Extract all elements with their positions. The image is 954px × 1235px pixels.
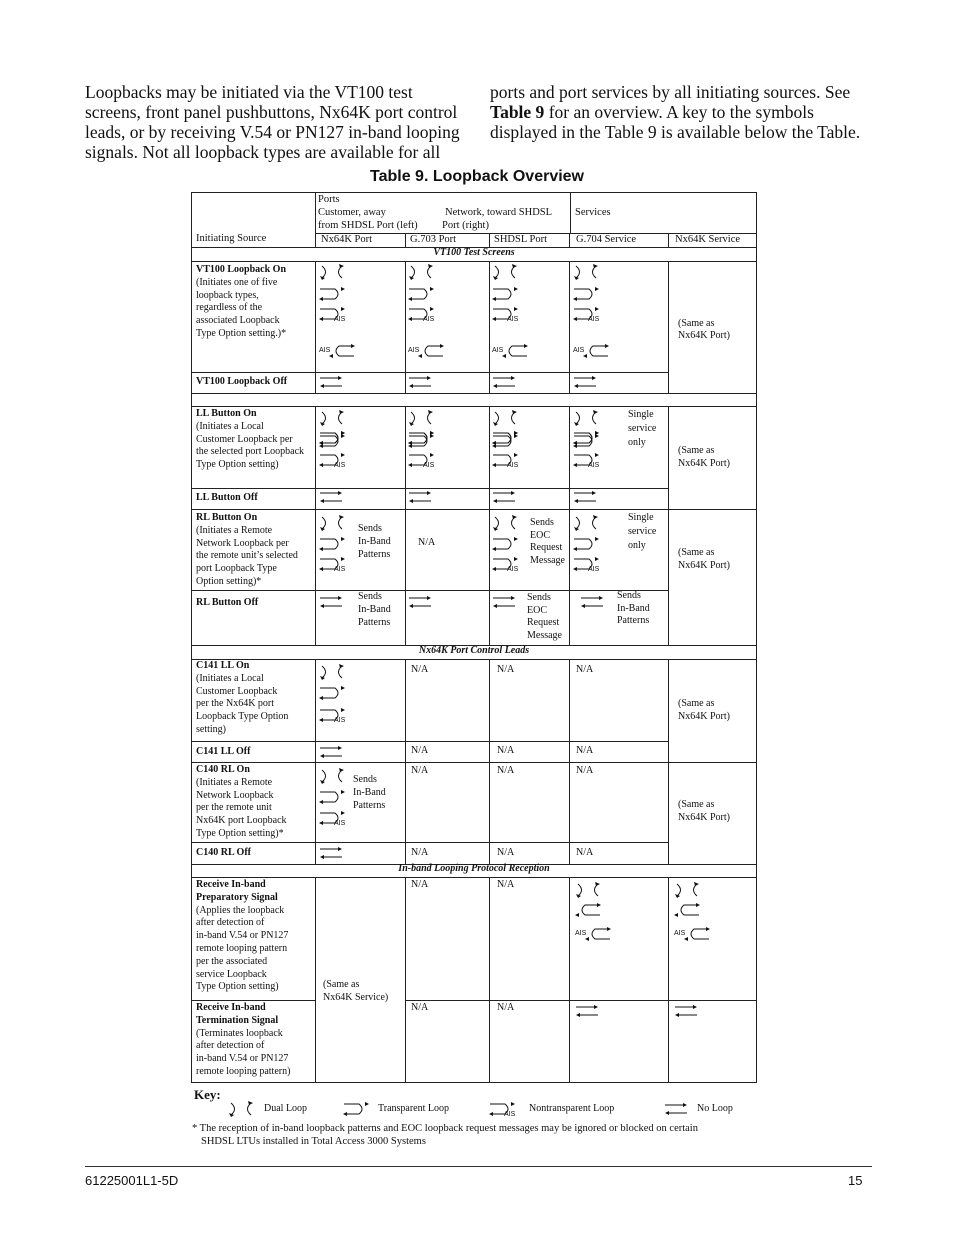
ais-label: AIS xyxy=(319,347,331,354)
sends-inband-patterns: Patterns xyxy=(358,617,391,628)
source-desc: Customer Loopback xyxy=(196,685,278,697)
v-rule xyxy=(569,659,570,864)
source-desc: after detection of xyxy=(196,917,265,929)
no-loop-icon xyxy=(492,594,516,610)
source-desc: associated Loopback xyxy=(196,315,280,327)
transparent-loop-left-icon xyxy=(674,902,700,918)
transparent-loop-icon xyxy=(319,685,345,701)
ais-label: AIS xyxy=(334,820,346,827)
no-loop-icon xyxy=(674,1003,698,1019)
v-rule xyxy=(405,406,406,645)
footnote-line-2: SHDSL LTUs installed in Total Access 3000 Systems xyxy=(201,1136,426,1147)
source-ll-on xyxy=(196,408,304,472)
source-rx-prep xyxy=(196,879,288,994)
source-desc: loopback types, xyxy=(196,289,259,301)
transparent-loop-icon xyxy=(343,1101,369,1117)
source-vt100-off xyxy=(196,376,287,389)
source-rl-on xyxy=(196,512,298,589)
ais-label: AIS xyxy=(334,717,346,724)
source-c140-on xyxy=(196,764,287,841)
v-rule xyxy=(569,233,570,247)
source-title: RL Button Off xyxy=(196,597,259,608)
transparent-loop-icon xyxy=(573,536,599,552)
v-rule xyxy=(315,406,316,645)
ais-label: AIS xyxy=(334,462,346,469)
v-rule xyxy=(668,659,669,864)
source-vt100-on xyxy=(196,264,286,341)
sends-inband-patterns: Sends xyxy=(358,591,382,602)
no-loop-icon xyxy=(664,1101,688,1117)
ais-label: AIS xyxy=(588,462,600,469)
v-rule xyxy=(489,261,490,393)
v-rule xyxy=(315,877,316,1083)
key-label: Key: xyxy=(194,1087,221,1102)
source-desc: after detection of xyxy=(196,1040,265,1052)
h-rule xyxy=(191,590,668,591)
dual-loop-icon xyxy=(319,515,345,531)
transparent-loop-icon xyxy=(408,433,434,449)
ais-label: AIS xyxy=(588,566,600,573)
source-title: C141 LL On xyxy=(196,660,250,671)
source-title: C141 LL Off xyxy=(196,746,251,757)
header-initiating-source: Initiating Source xyxy=(196,233,267,244)
ais-label: AIS xyxy=(423,316,435,323)
not-available: N/A xyxy=(497,879,515,890)
v-rule xyxy=(489,406,490,645)
single-service-only: Single xyxy=(628,409,654,420)
v-rule xyxy=(569,261,570,393)
transparent-loop-icon xyxy=(319,433,345,449)
v-rule xyxy=(405,877,406,1083)
dual-loop-icon xyxy=(319,664,345,680)
h-rule xyxy=(191,877,757,878)
dual-loop-icon xyxy=(492,264,518,280)
transparent-loop-left-icon xyxy=(575,902,601,918)
source-desc: in-band V.54 or PN127 xyxy=(196,930,289,942)
no-loop-icon xyxy=(319,594,343,610)
v-rule xyxy=(489,877,490,1083)
source-desc: Type Option setting) xyxy=(196,981,279,993)
source-desc: regardless of the xyxy=(196,302,263,314)
column-header: Nx64K Port xyxy=(321,234,373,245)
key-dual: Dual Loop xyxy=(264,1103,308,1114)
no-loop-icon xyxy=(319,489,343,505)
h-rule xyxy=(191,261,757,262)
v-rule xyxy=(315,261,316,393)
transparent-loop-icon xyxy=(319,789,345,805)
dual-loop-icon xyxy=(674,882,700,898)
source-c141-on xyxy=(196,660,288,737)
dual-loop-icon xyxy=(573,515,599,531)
same-as-nx64k-service: (Same as xyxy=(323,979,360,990)
same-as-nx64k-port: Nx64K Port) xyxy=(678,330,730,341)
no-loop-icon xyxy=(492,374,516,390)
source-desc: (Initiates a Local xyxy=(196,420,264,432)
ais-label: AIS xyxy=(492,347,504,354)
nontransparent-loop-left-icon xyxy=(329,343,355,359)
source-desc: (Initiates a Remote xyxy=(196,776,273,788)
source-desc: (Initiates a Remote xyxy=(196,524,273,536)
source-desc: remote looping pattern xyxy=(196,942,288,954)
dual-loop-icon xyxy=(319,410,345,426)
h-rule xyxy=(405,1000,757,1001)
not-available: N/A xyxy=(411,765,429,776)
not-available: N/A xyxy=(497,847,515,858)
source-desc: remote looping pattern) xyxy=(196,1065,291,1077)
v-rule xyxy=(668,877,669,1083)
ais-label: AIS xyxy=(334,566,346,573)
ais-label: AIS xyxy=(588,316,600,323)
h-rule xyxy=(191,406,757,407)
source-desc: (Initiates a Local xyxy=(196,672,264,684)
not-available: N/A xyxy=(411,879,429,890)
v-rule xyxy=(668,261,669,393)
same-as-nx64k-port: (Same as xyxy=(678,698,715,709)
source-rl-off xyxy=(196,597,258,610)
source-desc: (Applies the loopback xyxy=(196,904,285,916)
sends-eoc-request: EOC xyxy=(527,604,547,616)
source-title: RL Button On xyxy=(196,512,258,523)
sends-inband-patterns: Patterns xyxy=(617,615,650,626)
column-header: G.703 Port xyxy=(410,234,457,245)
sends-eoc-request: EOC xyxy=(530,529,550,541)
intro-text-b: for an overview. A key to the symbols displayed in the Table 9 is available below the Table. xyxy=(490,102,861,142)
source-desc: Nx64K port Loopback xyxy=(196,815,287,827)
source-desc: Option setting)* xyxy=(196,575,262,587)
table-reference: Table 9 xyxy=(490,102,545,122)
source-desc: setting) xyxy=(196,723,226,735)
not-available: N/A xyxy=(497,745,515,756)
no-loop-icon xyxy=(319,845,343,861)
same-as-nx64k-port: Nx64K Port) xyxy=(678,812,730,823)
no-loop-icon xyxy=(573,374,597,390)
h-rule xyxy=(191,762,757,763)
source-desc: per the remote unit xyxy=(196,802,272,814)
source-title: LL Button Off xyxy=(196,492,258,503)
source-title: Receive In-band xyxy=(196,879,266,890)
page-number: 15 xyxy=(848,1173,863,1188)
table-title: Table 9. Loopback Overview xyxy=(370,168,584,185)
v-rule xyxy=(489,659,490,864)
not-available: N/A xyxy=(411,847,429,858)
source-title: LL Button On xyxy=(196,408,257,419)
source-desc: (Terminates loopback xyxy=(196,1027,283,1039)
nontransparent-loop-left-icon xyxy=(502,343,528,359)
ais-label: AIS xyxy=(507,316,519,323)
source-desc: Type Option setting) xyxy=(196,459,279,471)
header-services: Services xyxy=(575,207,611,218)
not-available: N/A xyxy=(497,664,515,675)
source-title: Receive In-band xyxy=(196,1002,266,1013)
sends-inband-patterns: Patterns xyxy=(358,549,391,560)
same-as-nx64k-port: (Same as xyxy=(678,547,715,558)
same-as-nx64k-service: Nx64K Service) xyxy=(323,992,389,1003)
v-rule xyxy=(405,261,406,393)
source-desc: Loopback Type Option xyxy=(196,711,289,723)
header-network: Network, toward SHDSL xyxy=(445,207,553,218)
source-title: Termination Signal xyxy=(196,1014,279,1026)
h-rule xyxy=(191,1000,315,1001)
v-rule xyxy=(315,192,316,247)
transparent-loop-icon xyxy=(492,286,518,302)
column-header: G.704 Service xyxy=(576,234,637,245)
transparent-loop-icon xyxy=(492,536,518,552)
v-rule xyxy=(569,406,570,645)
sends-inband-patterns: Sends xyxy=(358,523,382,534)
no-loop-icon xyxy=(492,489,516,505)
not-available: N/A xyxy=(497,765,515,776)
dual-loop-icon xyxy=(319,768,345,784)
dual-loop-icon xyxy=(492,410,518,426)
source-c140-off xyxy=(196,847,251,860)
h-rule xyxy=(191,393,757,394)
section-heading: VT100 Test Screens xyxy=(433,247,515,258)
v-rule xyxy=(569,877,570,1083)
not-available: N/A xyxy=(576,745,594,756)
not-available: N/A xyxy=(576,847,594,858)
h-rule xyxy=(191,509,757,510)
transparent-loop-icon xyxy=(573,286,599,302)
source-title: C140 RL On xyxy=(196,764,250,775)
ais-label: AIS xyxy=(507,566,519,573)
no-loop-icon xyxy=(408,594,432,610)
not-available: N/A xyxy=(411,664,429,675)
header-ports: Ports xyxy=(318,194,340,205)
header-customer-2: from SHDSL Port (left) xyxy=(318,220,418,231)
nontransparent-loop-left-icon xyxy=(585,926,611,942)
source-desc: (Initiates one of five xyxy=(196,276,278,288)
ais-label: AIS xyxy=(507,462,519,469)
v-rule xyxy=(405,659,406,864)
source-title: VT100 Loopback Off xyxy=(196,376,288,387)
source-desc: per the Nx64K port xyxy=(196,698,275,710)
dual-loop-icon xyxy=(573,264,599,280)
source-c141-off xyxy=(196,746,250,759)
header-network-2: Port (right) xyxy=(442,220,489,231)
sends-eoc-request: Request xyxy=(527,617,560,629)
nontransparent-loop-left-icon xyxy=(418,343,444,359)
source-desc: port Loopback Type xyxy=(196,563,277,575)
same-as-nx64k-port: (Same as xyxy=(678,799,715,810)
same-as-nx64k-port: Nx64K Port) xyxy=(678,458,730,469)
sends-inband-patterns: In-Band xyxy=(358,604,391,615)
single-service-only: only xyxy=(628,540,646,551)
dual-loop-icon xyxy=(319,264,345,280)
intro-paragraph-right xyxy=(490,82,875,142)
footer-rule xyxy=(85,1166,872,1167)
dual-loop-icon xyxy=(492,515,518,531)
key-noloop: No Loop xyxy=(697,1103,733,1114)
ais-label: AIS xyxy=(573,347,585,354)
key-nontransparent: Nontransparent Loop xyxy=(529,1103,615,1114)
sends-eoc-request: Request xyxy=(530,542,563,554)
not-available: N/A xyxy=(497,1002,515,1013)
nontransparent-loop-left-icon xyxy=(684,926,710,942)
dual-loop-icon xyxy=(228,1101,254,1117)
ais-label: AIS xyxy=(575,930,587,937)
source-title: C140 RL Off xyxy=(196,847,251,858)
ais-label: AIS xyxy=(674,930,686,937)
v-rule xyxy=(489,233,490,247)
sends-inband-patterns: Sends xyxy=(353,774,377,785)
section-heading: In-band Looping Protocol Reception xyxy=(398,863,550,874)
same-as-nx64k-port: Nx64K Port) xyxy=(678,560,730,571)
source-desc: the selected port Loopback xyxy=(196,446,305,458)
v-rule xyxy=(668,233,669,247)
h-rule xyxy=(191,372,668,373)
source-desc: Network Loopback per xyxy=(196,537,289,549)
header-customer: Customer, away xyxy=(318,207,386,218)
no-loop-icon xyxy=(408,489,432,505)
dual-loop-icon xyxy=(408,264,434,280)
source-desc: Network Loopback xyxy=(196,789,274,801)
not-available: N/A xyxy=(576,664,594,675)
source-desc: service Loopback xyxy=(196,968,267,980)
sends-eoc-request: Sends xyxy=(527,592,551,603)
intro-text-a: ports and port services by all initiating sources. See xyxy=(490,82,851,102)
column-header: Nx64K Service xyxy=(675,234,741,245)
source-desc: in-band V.54 or PN127 xyxy=(196,1053,289,1065)
source-desc: the remote unit’s selected xyxy=(196,550,298,562)
same-as-nx64k-port: (Same as xyxy=(678,318,715,329)
column-header: SHDSL Port xyxy=(494,234,547,245)
section-heading: Nx64K Port Control Leads xyxy=(418,645,530,656)
source-title: Preparatory Signal xyxy=(196,891,278,903)
dual-loop-icon xyxy=(408,410,434,426)
no-loop-icon xyxy=(575,1003,599,1019)
no-loop-icon xyxy=(573,489,597,505)
source-rx-term xyxy=(196,1002,290,1079)
no-loop-icon xyxy=(319,744,343,760)
document-id: 61225001L1-5D xyxy=(85,1173,179,1188)
sends-inband-patterns: In-Band xyxy=(617,602,650,614)
single-service-only: service xyxy=(628,526,657,537)
no-loop-icon xyxy=(580,594,604,610)
single-service-only: only xyxy=(628,437,646,448)
h-rule xyxy=(191,842,668,843)
source-title: VT100 Loopback On xyxy=(196,264,287,275)
ais-label: AIS xyxy=(423,462,435,469)
source-desc: Type Option setting.)* xyxy=(196,327,287,339)
same-as-nx64k-port: Nx64K Port) xyxy=(678,711,730,722)
source-desc: Type Option setting)* xyxy=(196,827,284,839)
h-rule xyxy=(191,741,668,742)
footnote-line-1: * The reception of in-band loopback patterns and EOC loopback request messages may be ignored or blocked on certain xyxy=(192,1123,698,1134)
transparent-loop-icon xyxy=(492,433,518,449)
sends-inband-patterns: Sends xyxy=(617,590,641,601)
footnote xyxy=(192,1122,698,1148)
not-available: N/A xyxy=(418,537,436,548)
not-available: N/A xyxy=(411,745,429,756)
sends-inband-patterns: In-Band xyxy=(358,536,391,547)
source-desc: per the associated xyxy=(196,955,268,967)
no-loop-icon xyxy=(408,374,432,390)
sends-inband-patterns: Patterns xyxy=(353,800,386,811)
v-rule xyxy=(570,192,571,233)
sends-eoc-request: Sends xyxy=(530,517,554,528)
ais-label: AIS xyxy=(408,347,420,354)
no-loop-icon xyxy=(319,374,343,390)
transparent-loop-icon xyxy=(319,286,345,302)
v-rule xyxy=(405,233,406,247)
sends-eoc-request: Message xyxy=(527,630,562,642)
v-rule xyxy=(668,406,669,645)
single-service-only: service xyxy=(628,423,657,434)
same-as-nx64k-port: (Same as xyxy=(678,445,715,456)
transparent-loop-icon xyxy=(319,536,345,552)
source-ll-off xyxy=(196,492,258,505)
source-desc: Customer Loopback per xyxy=(196,433,293,445)
intro-paragraph-left: Loopbacks may be initiated via the VT100 test screens, front panel pushbuttons, Nx64K port control leads, or by receiving V.54 or PN127 in-band looping signals. Not all loopback types are available for all xyxy=(85,82,460,162)
v-rule xyxy=(315,659,316,864)
ais-label: AIS xyxy=(334,316,346,323)
single-service-only: Single xyxy=(628,512,654,523)
transparent-loop-icon xyxy=(408,286,434,302)
ais-label: AIS xyxy=(504,1111,516,1118)
dual-loop-icon xyxy=(573,410,599,426)
nontransparent-loop-left-icon xyxy=(583,343,609,359)
sends-eoc-request: Message xyxy=(530,555,565,567)
not-available: N/A xyxy=(576,765,594,776)
transparent-loop-icon xyxy=(573,433,599,449)
key-transparent: Transparent Loop xyxy=(378,1103,450,1114)
dual-loop-icon xyxy=(575,882,601,898)
not-available: N/A xyxy=(411,1002,429,1013)
sends-inband-patterns: In-Band xyxy=(353,787,386,798)
